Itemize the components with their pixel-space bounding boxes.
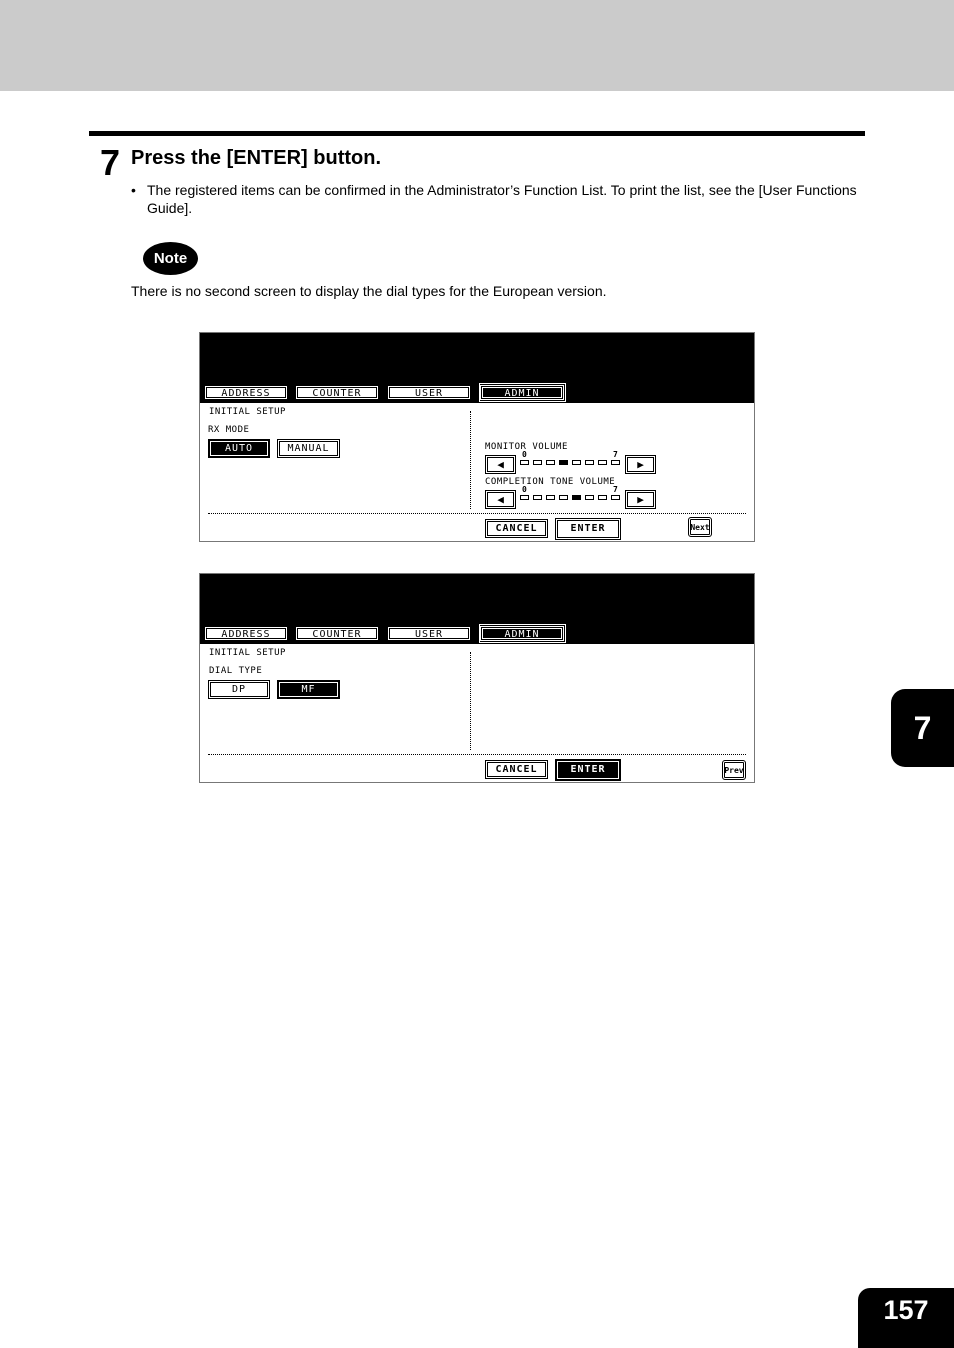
volume-level-box (520, 460, 529, 465)
scale-min-label: 0 (522, 485, 527, 494)
monitor-volume-scale (520, 450, 624, 467)
bullet-text: The registered items can be confirmed in the Administrator’s Function List. To print the list, see the [User Functions Guide]. (147, 182, 857, 216)
volume-level-box (572, 495, 581, 500)
rx-mode-label: RX MODE (208, 425, 250, 435)
volume-level-box (611, 495, 620, 500)
tab-user[interactable]: USER (387, 385, 471, 400)
dial-type-label: DIAL TYPE (209, 666, 263, 676)
monitor-volume-right-arrow-icon[interactable]: ▶ (625, 455, 656, 474)
touch-panel-screen-2 (199, 573, 755, 783)
tab-user[interactable]: USER (387, 626, 471, 641)
vertical-divider (470, 652, 471, 750)
next-page-icon[interactable]: Next (688, 517, 712, 537)
tab-admin[interactable]: ADMIN (480, 385, 564, 400)
page-number: 157 (858, 1288, 954, 1348)
volume-level-box (585, 495, 594, 500)
monitor-volume-label: MONITOR VOLUME (485, 442, 568, 452)
horizontal-divider (208, 513, 746, 514)
volume-level-box (611, 460, 620, 465)
volume-level-box (546, 495, 555, 500)
tab-counter[interactable]: COUNTER (295, 626, 379, 641)
scale-max-label: 7 (613, 485, 618, 494)
volume-level-box (546, 460, 555, 465)
note-badge: Note (143, 242, 198, 275)
completion-tone-right-arrow-icon[interactable]: ▶ (625, 490, 656, 509)
note-text: There is no second screen to display the dial types for the European version. (131, 283, 607, 299)
bullet-dot: • (131, 182, 136, 198)
prev-page-icon[interactable]: Prev (722, 760, 746, 780)
dp-button[interactable]: DP (208, 680, 270, 699)
step-title: Press the [ENTER] button. (131, 147, 382, 169)
scale-max-label: 7 (613, 450, 618, 459)
completion-tone-scale (520, 485, 624, 502)
volume-level-box (533, 460, 542, 465)
volume-level-box (559, 460, 568, 465)
section-title: INITIAL SETUP (209, 648, 286, 658)
section-title: INITIAL SETUP (209, 407, 286, 417)
scale-min-label: 0 (522, 450, 527, 459)
completion-tone-label: COMPLETION TONE VOLUME (485, 477, 616, 487)
cancel-button[interactable]: CANCEL (485, 760, 548, 779)
tab-counter[interactable]: COUNTER (295, 385, 379, 400)
monitor-volume-left-arrow-icon[interactable]: ◀ (485, 455, 516, 474)
mf-button[interactable]: MF (277, 680, 340, 699)
volume-level-box (598, 460, 607, 465)
step-number: 7 (100, 142, 121, 183)
volume-level-box (585, 460, 594, 465)
vertical-divider (470, 411, 471, 509)
auto-button[interactable]: AUTO (208, 439, 270, 458)
volume-level-box (572, 460, 581, 465)
cancel-button[interactable]: CANCEL (485, 519, 548, 538)
completion-tone-left-arrow-icon[interactable]: ◀ (485, 490, 516, 509)
enter-button[interactable]: ENTER (555, 759, 621, 781)
volume-level-box (520, 495, 529, 500)
enter-button[interactable]: ENTER (555, 518, 621, 540)
tab-address[interactable]: ADDRESS (204, 626, 288, 641)
section-rule (89, 131, 865, 136)
manual-button[interactable]: MANUAL (277, 439, 340, 458)
touch-panel-screen-1 (199, 332, 755, 542)
volume-level-box (598, 495, 607, 500)
tab-admin[interactable]: ADMIN (480, 626, 564, 641)
top-band (0, 0, 954, 91)
tab-address[interactable]: ADDRESS (204, 385, 288, 400)
volume-level-box (559, 495, 568, 500)
volume-level-box (533, 495, 542, 500)
chapter-tab: 7 (891, 689, 954, 767)
horizontal-divider (208, 754, 746, 755)
step-bullet (131, 181, 865, 217)
